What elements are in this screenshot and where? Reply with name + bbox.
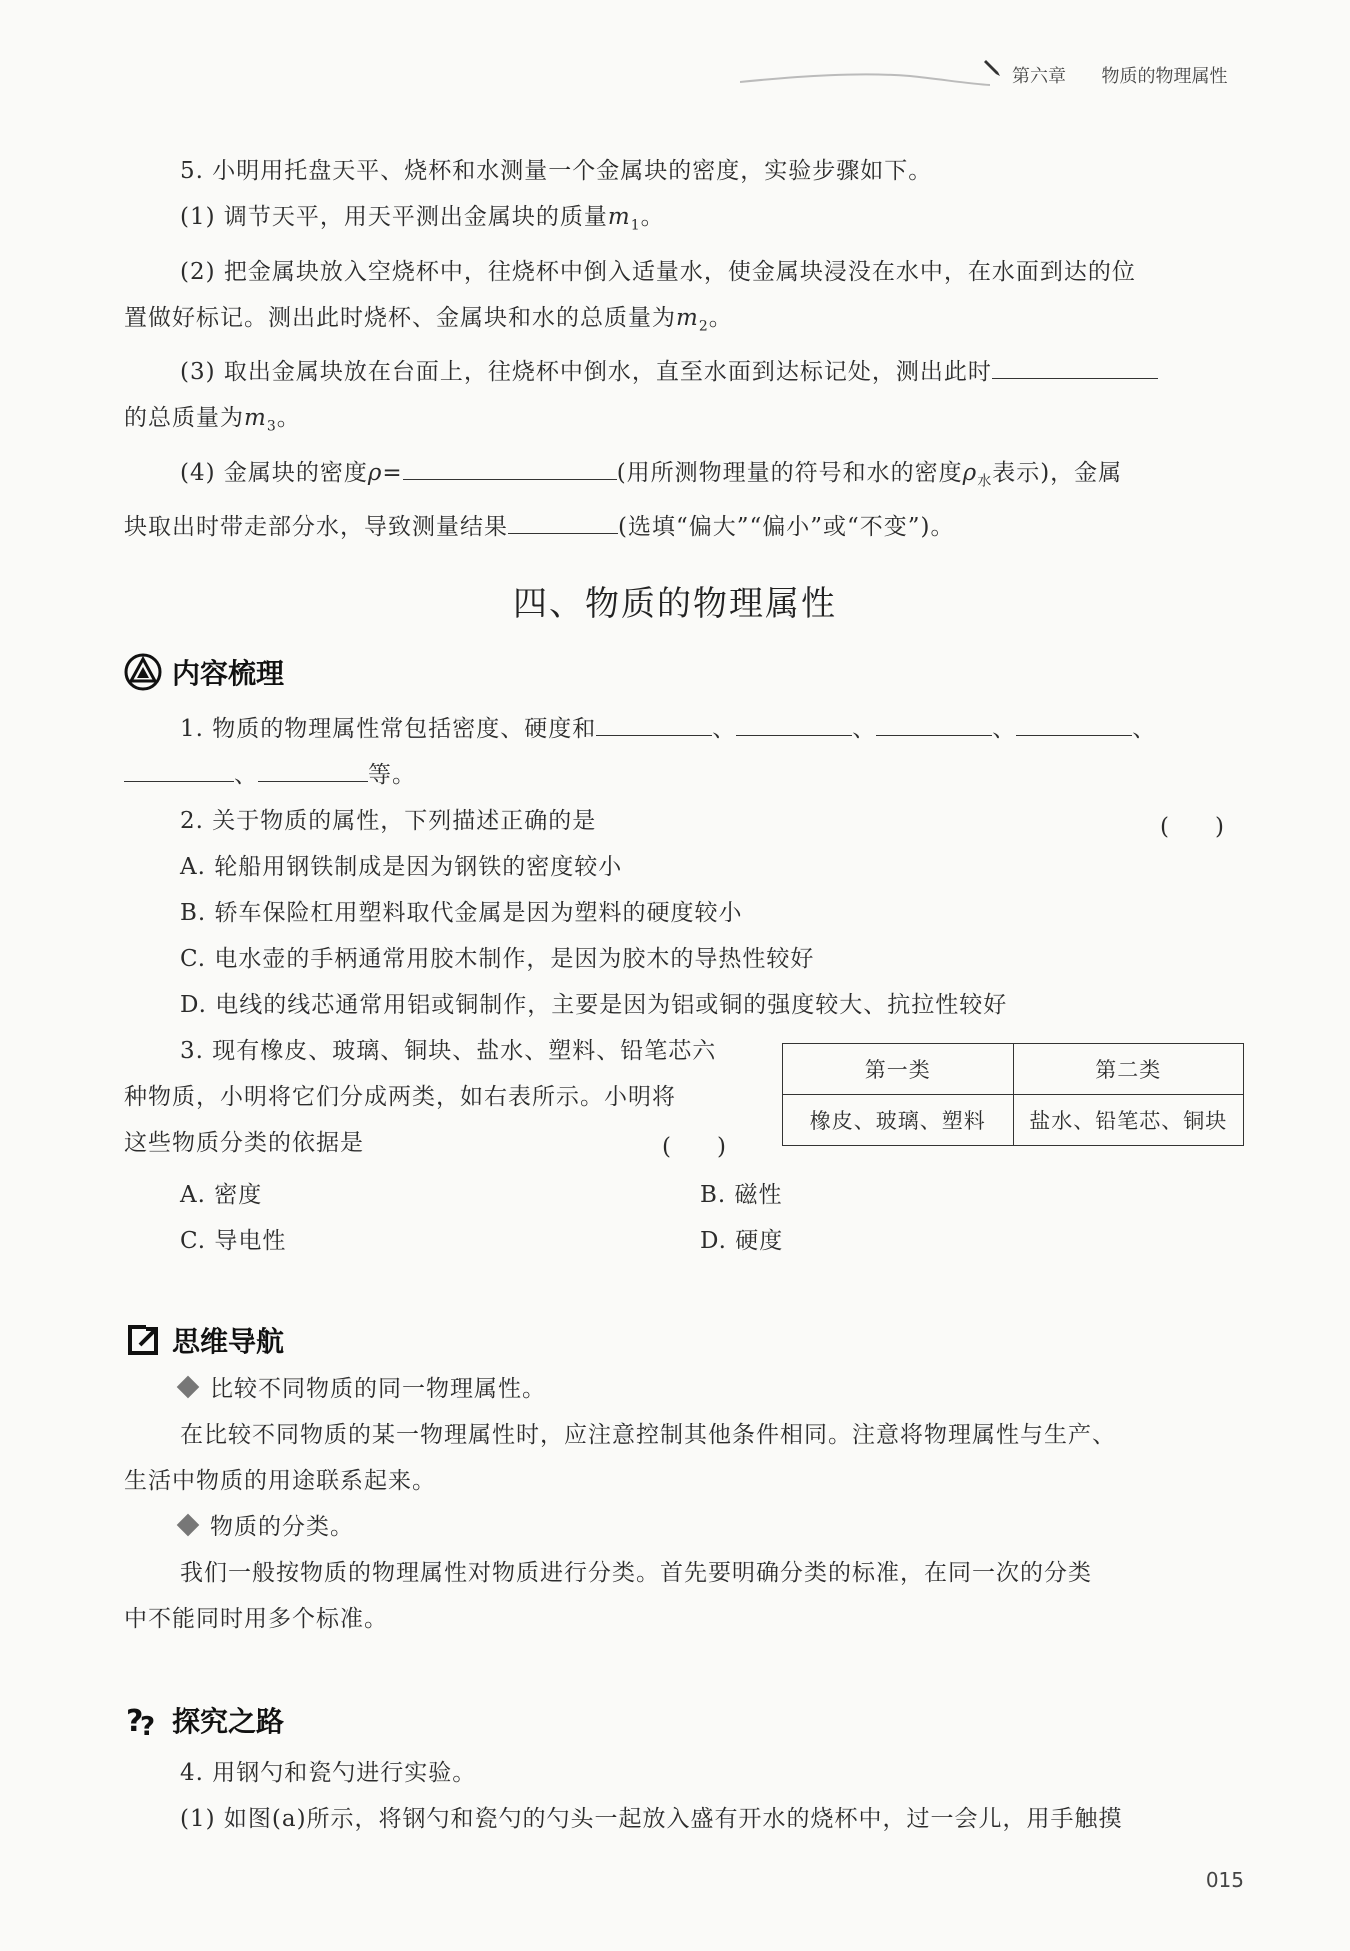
header-title: 物质的物理属性 — [1101, 66, 1228, 87]
q3-line-2: 种物质，小明将它们分成两类，如右表所示。小明将 — [124, 1084, 676, 1110]
running-header — [1012, 62, 1227, 88]
classification-table — [782, 1043, 1244, 1146]
nav-paragraph-2a: 我们一般按物质的物理属性对物质进行分类。首先要明确分类的标准，在同一次的分类 — [180, 1560, 1092, 1586]
pen-icon — [982, 58, 1002, 78]
q4-step-1: (1) 如图(a)所示，将钢勺和瓷勺的勺头一起放入盛有开水的烧杯中，过一会儿，用手触摸 — [180, 1806, 1123, 1832]
heading-content-review: 内容梳理 — [124, 652, 284, 692]
answer-blank[interactable] — [508, 507, 618, 534]
q3-option-a[interactable]: A. 密度 — [180, 1182, 263, 1208]
q2-answer-paren[interactable]: ( ) — [1160, 814, 1224, 840]
table-header-cell: 第二类 — [1013, 1044, 1244, 1095]
nav-paragraph-2b: 中不能同时用多个标准。 — [124, 1606, 388, 1632]
page-number: 015 — [1205, 1868, 1244, 1892]
question-5 — [124, 148, 1244, 550]
q5-step-4a: (4) 金属块的密度ρ= (用所测物理量的符号和水的密度$\rho_水$表示)，金属 — [124, 450, 1244, 505]
thinking-navigation — [124, 1366, 1244, 1642]
q5-step-1: (1) 调节天平，用天平测出金属块的质量$m_1$。 — [180, 204, 665, 234]
question-mark-icon — [124, 1701, 162, 1739]
answer-blank[interactable] — [992, 352, 1158, 379]
q5-stem: 5. 小明用托盘天平、烧杯和水测量一个金属块的密度，实验步骤如下。 — [180, 158, 933, 184]
q3-options-row-2 — [124, 1218, 1244, 1264]
header-chapter: 第六章 — [1012, 66, 1066, 87]
q2-option-c[interactable]: C. 电水壶的手柄通常用胶木制作，是因为胶木的导热性较好 — [180, 946, 815, 972]
table-cell: 盐水、铅笔芯、铜块 — [1013, 1095, 1244, 1146]
heading-thinking-navigation: 思维导航 — [124, 1320, 284, 1360]
table-cell: 橡皮、玻璃、塑料 — [783, 1095, 1014, 1146]
diamond-bullet-icon — [177, 1514, 200, 1537]
q3-line-1: 3. 现有橡皮、玻璃、铜块、盐水、塑料、铅笔芯六 — [180, 1038, 717, 1064]
q2-stem: 2. 关于物质的属性，下列描述正确的是 — [180, 808, 597, 834]
nav-bullet-2: 物质的分类。 — [124, 1504, 1244, 1550]
answer-blank[interactable] — [124, 755, 234, 782]
q2-option-b[interactable]: B. 轿车保险杠用塑料取代金属是因为塑料的硬度较小 — [180, 900, 743, 926]
q3-line-3: 这些物质分类的依据是 — [124, 1130, 364, 1156]
answer-blank[interactable] — [258, 755, 368, 782]
nav-paragraph-1a: 在比较不同物质的某一物理属性时，应注意控制其他条件相同。注意将物理属性与生产、 — [180, 1422, 1116, 1448]
svg-text:?: ? — [126, 1704, 144, 1739]
q5-step-2a: (2) 把金属块放入空烧杯中，往烧杯中倒入适量水，使金属块浸没在水中，在水面到达的位 — [180, 258, 1136, 285]
q2-option-a[interactable]: A. 轮船用钢铁制成是因为钢铁的密度较小 — [180, 854, 623, 880]
q3-option-d[interactable]: D. 硬度 — [700, 1228, 784, 1254]
arrow-box-icon — [124, 1321, 162, 1359]
nav-bullet-1: 比较不同物质的同一物理属性。 — [124, 1366, 1244, 1412]
table-header-cell: 第一类 — [783, 1044, 1014, 1095]
q3-option-b[interactable]: B. 磁性 — [700, 1182, 783, 1208]
q5-step-4b: 块取出时带走部分水，导致测量结果 (选填“偏大”“偏小”或“不变”)。 — [124, 504, 1244, 550]
table-row — [783, 1095, 1244, 1146]
diamond-bullet-icon — [177, 1376, 200, 1399]
q5-step-2b: 置做好标记。测出此时烧杯、金属块和水的总质量为$m_2$。 — [124, 304, 733, 335]
q1-line-1: 1. 物质的物理属性常包括密度、硬度和 、 、 、 、 — [124, 706, 1244, 752]
q2-option-d[interactable]: D. 电线的线芯通常用铝或铜制作，主要是因为铝或铜的强度较大、抗拉性较好 — [180, 992, 1008, 1018]
answer-blank[interactable] — [736, 709, 852, 736]
answer-blank[interactable] — [1016, 709, 1132, 736]
q5-step-3b: 的总质量为$m_3$。 — [124, 405, 301, 435]
svg-text:?: ? — [140, 1712, 156, 1739]
q3-options-row-1 — [124, 1172, 1244, 1218]
answer-blank[interactable] — [876, 709, 992, 736]
content-review-questions — [124, 706, 1244, 1264]
q1-line-2: 、 等。 — [124, 752, 1244, 798]
q3-answer-paren[interactable]: ( ) — [662, 1134, 726, 1160]
question-4 — [124, 1750, 1244, 1842]
q4-stem: 4. 用钢勺和瓷勺进行实验。 — [180, 1760, 477, 1786]
header-decorative-line — [740, 70, 990, 88]
q3-option-c[interactable]: C. 导电性 — [180, 1228, 287, 1254]
section-title: 四、物质的物理属性 — [513, 584, 837, 624]
answer-blank[interactable] — [596, 709, 712, 736]
heading-inquiry-path: ? ? 探究之路 — [124, 1700, 284, 1740]
table-header-row — [783, 1044, 1244, 1095]
q5-step-3a: (3) 取出金属块放在台面上，往烧杯中倒水，直至水面到达标记处，测出此时 — [124, 349, 1244, 395]
nav-paragraph-1b: 生活中物质的用途联系起来。 — [124, 1468, 436, 1494]
triangle-circle-icon — [124, 653, 162, 691]
answer-blank[interactable] — [403, 453, 617, 480]
